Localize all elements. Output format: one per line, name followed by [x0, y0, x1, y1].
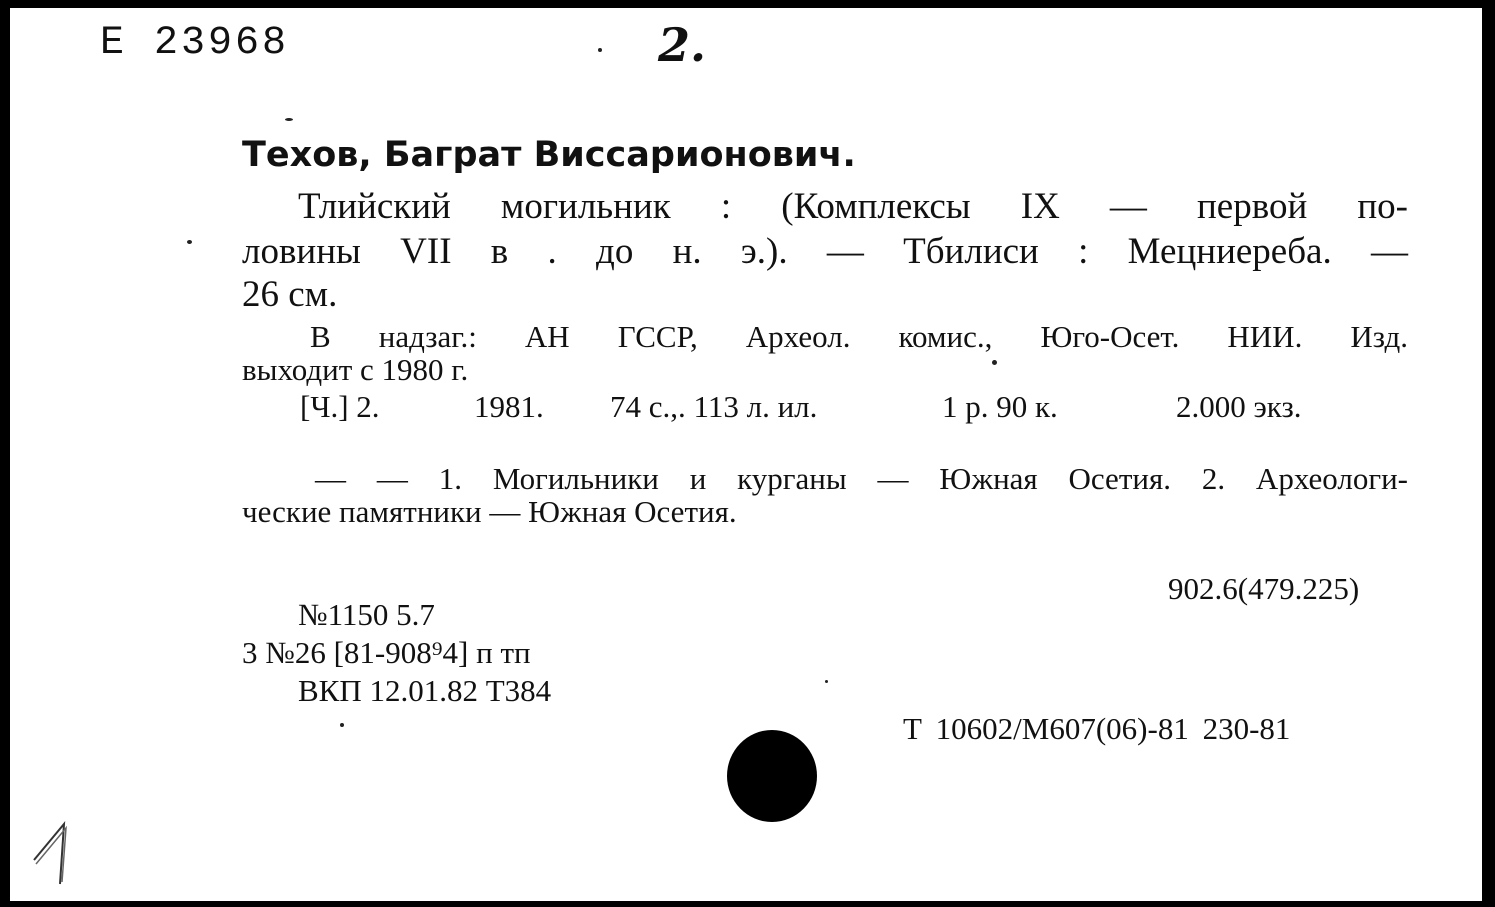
registry-line-2: 3 №26 [81-908⁹4] п тп	[242, 635, 531, 670]
volume-part: [Ч.] 2.	[300, 389, 380, 424]
pencil-number-mark	[26, 818, 76, 888]
subject-line-1: — — 1. Могильники и курганы — Южная Осетия. 2. Археологи-	[315, 461, 1408, 496]
volume-price: 1 р. 90 к.	[942, 389, 1058, 424]
punch-hole	[727, 730, 817, 822]
subject-line-2: ческие памятники — Южная Осетия.	[242, 494, 737, 529]
pencil-number-text: 1	[44, 857, 45, 859]
speck	[992, 360, 997, 365]
catalog-card	[10, 8, 1482, 901]
publisher-code: Т 10602/М607(06)-81 230-81	[903, 711, 1291, 746]
note-line-1: В надзаг.: АН ГССР, Археол. комис., Юго-Осет. НИИ. Изд.	[310, 319, 1408, 354]
title-line-2: ловины VII в . до н. э.). — Тбилиси : Мецниереба. —	[242, 231, 1408, 272]
author-heading: Техов, Баграт Виссарионович.	[242, 135, 856, 175]
speck	[825, 680, 828, 683]
note-line-2: выходит с 1980 г.	[242, 352, 469, 387]
speck	[340, 723, 344, 727]
handwritten-mark: 2.	[658, 18, 707, 72]
speck	[598, 48, 602, 52]
volume-pages: 74 с.,. 113 л. ил.	[610, 389, 818, 424]
volume-year: 1981.	[474, 389, 544, 424]
catalog-number: Е 23968	[100, 21, 290, 66]
classification-index: 902.6(479.225)	[1168, 571, 1360, 606]
registry-line-3: ВКП 12.01.82 Т384	[298, 673, 552, 708]
speck	[285, 118, 293, 121]
title-line-1: Тлийский могильник : (Комплексы IX — первой по-	[298, 186, 1408, 227]
speck	[187, 240, 192, 244]
registry-line-1: №1150 5.7	[298, 597, 435, 632]
volume-copies: 2.000 экз.	[1176, 389, 1302, 424]
title-line-3: 26 см.	[242, 274, 338, 315]
